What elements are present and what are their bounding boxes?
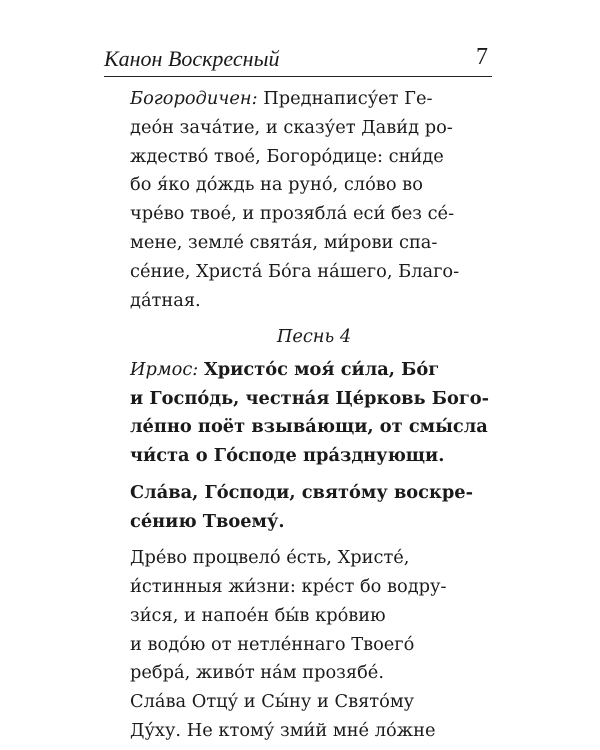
bogorodichen-label: Богородичен:	[130, 88, 258, 109]
song-heading	[0, 326, 600, 347]
bogorodichen-line-1	[130, 90, 432, 108]
song-heading-text: Песнь 4	[276, 326, 352, 348]
text-line: Сла́ва Отцу́ и Сы́ну и Свято́му	[130, 691, 415, 713]
text-line: мене, земле́ свята́я, ми́рови спа-	[130, 231, 438, 253]
irmos-line-1	[130, 358, 440, 380]
slava-line-2	[130, 719, 436, 741]
text-line: и́стинныя жи́зни: кре́ст бо водру-	[130, 575, 447, 597]
bogorodichen-line-8	[130, 289, 201, 311]
bogorodichen-line-3	[130, 145, 444, 167]
text-line: зи́ся, и напое́н бы́в кро́вию	[130, 604, 386, 626]
refrain-line-2	[130, 510, 285, 532]
text-line: и водо́ю от нетле́ннаго Твоего́	[130, 633, 415, 655]
irmos-text: Христо́с моя́ си́ла, Бо́г	[203, 358, 440, 380]
troparion-line-3	[130, 604, 386, 626]
irmos-line-3	[130, 418, 488, 436]
text-line: Сла́ва, Го́споди, свято́му воскре-	[130, 481, 473, 503]
irmos-line-2	[130, 387, 489, 409]
troparion-line-2	[130, 575, 447, 597]
refrain-line-1	[130, 481, 473, 503]
text-line: ждество́ твое́, Богоро́дице: сни́де	[130, 145, 444, 167]
header-rule	[104, 76, 492, 77]
irmos-label: Ирмос:	[130, 358, 199, 380]
bogorodichen-line-2	[130, 116, 453, 138]
running-head	[104, 42, 492, 76]
troparion-line-5	[130, 664, 384, 682]
text-line: бо я́ко до́ждь на руно́, сло́во во	[130, 174, 423, 196]
text-line: Ду́ху. Не ктому́ зми́й мне́ ло́жне	[130, 719, 436, 741]
text-line: Дре́во процвело́ е́сть, Христе́,	[130, 547, 410, 569]
text-line: чре́во твое́, и прозябла́ еси́ без се́-	[130, 203, 455, 225]
text-line: се́ние, Христа́ Бо́га на́шего, Благо-	[130, 260, 460, 282]
running-title: Канон Воскресный	[104, 46, 280, 71]
text-line: ле́пно поёт взыва́ющи, от смы́сла	[130, 416, 488, 438]
text-line: ребра́, живо́т на́м прозябе́.	[130, 662, 384, 684]
text-line: део́н зача́тие, и сказу́ет Дави́д ро-	[130, 116, 453, 138]
text-line: и Госпо́дь, честна́я Це́рковь Бого-	[130, 387, 489, 409]
slava-line-1	[130, 693, 414, 711]
troparion-line-1	[130, 549, 409, 567]
text-line: чи́ста о Го́споде пра́зднующи.	[130, 445, 445, 467]
irmos-line-4	[130, 447, 444, 465]
text-line: да́тная.	[130, 289, 201, 311]
troparion-line-4	[130, 633, 415, 655]
bogorodichen-line-5	[130, 205, 454, 223]
bogorodichen-line-6	[130, 231, 438, 253]
bogorodichen-text: Преднапису́ет Ге-	[263, 88, 433, 109]
bogorodichen-line-4	[130, 176, 423, 194]
text-line: се́нию Твоему́.	[130, 510, 285, 532]
bogorodichen-line-7	[130, 260, 460, 282]
page-number: 7	[476, 44, 488, 70]
